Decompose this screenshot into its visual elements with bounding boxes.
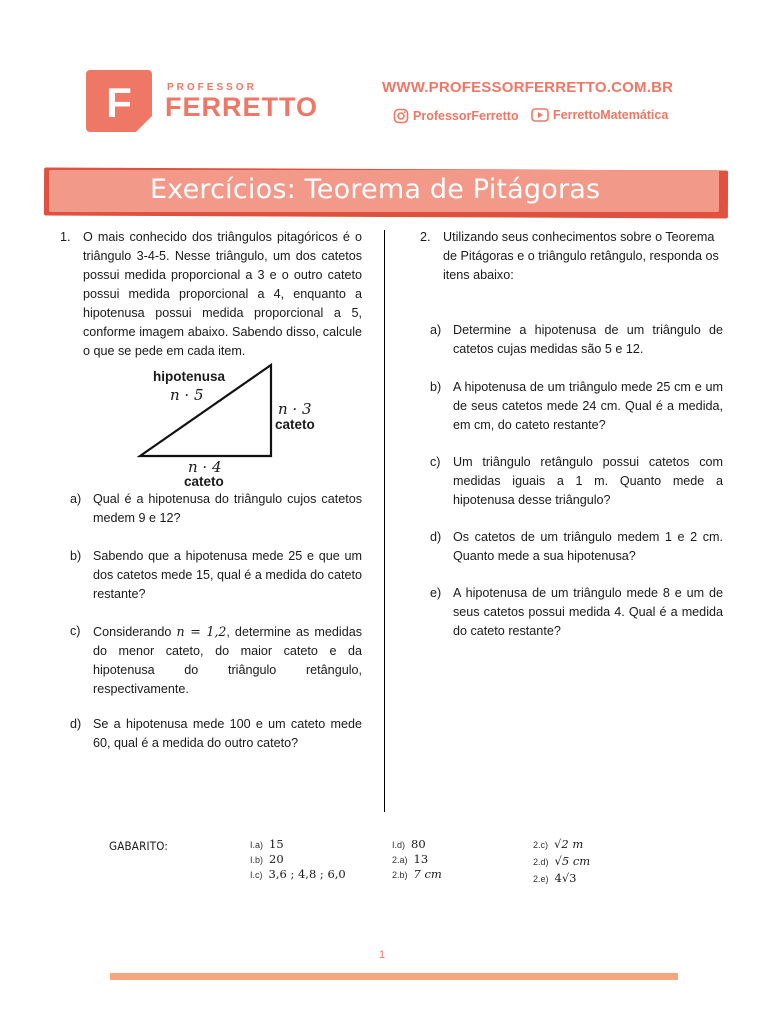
logo-f-icon — [86, 70, 152, 132]
leg-right-label: cateto — [275, 417, 315, 432]
hypotenuse-expression: n · 5 — [170, 386, 204, 404]
page-number: 1 — [379, 949, 386, 961]
hypotenuse-label: hipotenusa — [153, 369, 226, 384]
triangle-figure — [132, 362, 332, 492]
q1a-label: a) — [70, 492, 82, 506]
q1c-text: Considerando n = 1,2, determine as medidas do menor cateto, do maior cateto e da hipotenusa do triângulo retângulo, respectivamente. — [93, 624, 362, 696]
q1-intro: O mais conhecido dos triângulos pitagóricos é o triângulo 3-4-5. Nesse triângulo, um dos catetos possui medida proporcional a 3 e o outro cateto possui medida proporcional a 4, enquanto a hipotenusa possui medida proporcional a 5, conforme imagem abaixo. Sabendo disso, calcule o que se pede em cada item. — [83, 230, 362, 358]
leg-right-expression: n · 3 — [278, 400, 312, 418]
svg-text:F: F — [106, 79, 132, 126]
website-link[interactable]: WWW.PROFESSORFERRETTO.COM.BR — [382, 79, 674, 96]
footer-bar — [110, 973, 678, 980]
q2a-text: Determine a hipotenusa de um triângulo de catetos cujas medidas são 5 e 12. — [453, 323, 723, 356]
brand-name: FERRETTO — [165, 92, 319, 122]
answer-item: 2.d) √5 cm — [533, 854, 591, 868]
q1c-label: c) — [70, 624, 81, 638]
answer-item: I.d) 80 — [392, 837, 426, 851]
q2-intro: Utilizando seus conhecimentos sobre o Teorema de Pitágoras e o triângulo retângulo, responda os itens abaixo: — [443, 230, 719, 282]
answer-item: 2.a) 13 — [392, 852, 429, 866]
brand-subtitle: PROFESSOR — [167, 82, 257, 93]
q2e-label: e) — [430, 586, 442, 600]
youtube-channel: FerrettoMatemática — [553, 108, 669, 122]
instagram-icon — [393, 108, 409, 124]
leg-bottom-label: cateto — [184, 474, 224, 489]
q2d-label: d) — [430, 530, 442, 544]
q2c-label: c) — [430, 455, 441, 469]
answer-item: I.c) 3,6 ; 4,8 ; 6,0 — [250, 867, 346, 881]
youtube-icon — [531, 108, 549, 122]
q1d-text: Se a hipotenusa mede 100 e um cateto mede 60, qual é a medida do outro cateto? — [93, 717, 362, 750]
answer-item: 2.b) 7 cm — [392, 867, 442, 881]
leg-bottom-expression: n · 4 — [188, 458, 222, 476]
instagram-link[interactable] — [393, 108, 519, 124]
q1-number: 1. — [60, 230, 71, 244]
page-title: Exercícios: Teorema de Pitágoras — [150, 174, 601, 205]
column-divider — [384, 230, 385, 812]
answer-item: 2.e) 4√3 — [533, 871, 577, 885]
q1b-text: Sabendo que a hipotenusa mede 25 e que um dos catetos mede 15, qual é a medida do cateto restante? — [93, 549, 362, 601]
q1b-label: b) — [70, 549, 82, 563]
q2b-label: b) — [430, 380, 442, 394]
youtube-link[interactable] — [531, 108, 668, 122]
q1d-label: d) — [70, 717, 82, 731]
answer-item: I.b) 20 — [250, 852, 284, 866]
answer-item: I.a) 15 — [250, 837, 284, 851]
instagram-handle: ProfessorFerretto — [413, 109, 519, 123]
q2a-label: a) — [430, 323, 442, 337]
q2b-text: A hipotenusa de um triângulo mede 25 cm e um de seus catetos mede 24 cm. Qual é a medida, em cm, do cateto restante? — [453, 380, 723, 432]
q1a-text: Qual é a hipotenusa do triângulo cujos catetos medem 9 e 12? — [93, 492, 362, 525]
logo-mark — [86, 70, 152, 132]
q2d-text: Os catetos de um triângulo medem 1 e 2 cm. Quanto mede a sua hipotenusa? — [453, 530, 723, 563]
q2c-text: Um triângulo retângulo possui catetos com medidas iguais a 1 m. Quanto mede a hipotenusa desse triângulo? — [453, 455, 723, 507]
q1c-math: n = 1,2 — [176, 624, 227, 639]
q2-number: 2. — [420, 230, 431, 244]
q2e-text: A hipotenusa de um triângulo mede 8 e um de seus catetos possui medida 4. Qual é a medida do cateto restante? — [453, 586, 723, 638]
answer-key-title: GABARITO: — [109, 839, 169, 853]
answer-item: 2.c) √2 m — [533, 837, 584, 851]
